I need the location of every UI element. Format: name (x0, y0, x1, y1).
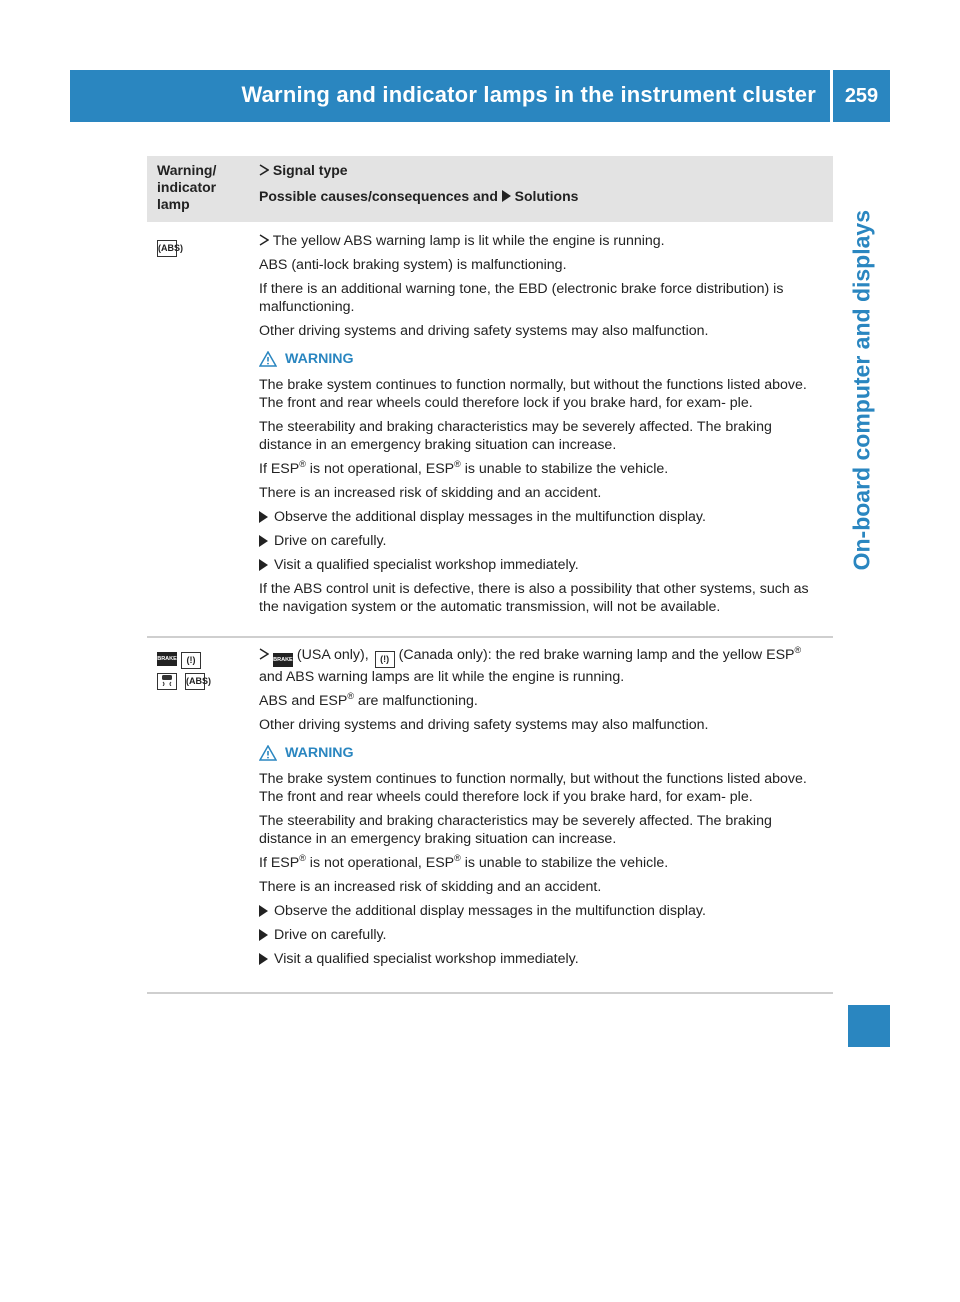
brake-warning-icon: BRAKE (157, 652, 177, 666)
page-number: 259 (833, 70, 890, 122)
table-bottom-rule (147, 992, 833, 994)
table-header (147, 156, 833, 222)
warning-text: The steerability and braking characteristics may be severely affected. The braking distance in an emergency braking situation can increase. (259, 419, 772, 453)
side-tab-label: On-board computer and displays (848, 210, 874, 571)
warning-label: WARNING (285, 745, 354, 761)
registered-mark: ® (794, 645, 802, 655)
text-span: is unable to stabilize the vehicle. (460, 855, 669, 871)
solutions-label: Solutions (514, 188, 579, 204)
text-span: If ESP (259, 461, 300, 477)
causes-label: Possible causes/consequences and (259, 188, 498, 204)
canada-inline-icon: (!) (375, 651, 395, 668)
signal-type-icon (259, 648, 269, 660)
warning-heading (259, 744, 825, 762)
step-text: Visit a qualified specialist workshop immediately. (274, 951, 579, 967)
signal-type-icon (259, 234, 269, 246)
text-span: is not operational, ESP (305, 855, 455, 871)
warning-text: The brake system continues to function normally, but without the functions listed above. The front and rear wheels could therefore lock if you brake hard, for exam- ple. (259, 377, 807, 411)
registered-mark: ® (454, 459, 461, 469)
signal-description: The yellow ABS warning lamp is lit while the engine is running. (272, 233, 665, 249)
cause-text: Other driving systems and driving safety systems may also malfunction. (259, 717, 709, 733)
step-arrow-icon (259, 559, 268, 571)
cause-text (259, 692, 825, 710)
text-span: If ESP (259, 855, 300, 871)
abs-warning-icon: (ABS) (185, 673, 205, 690)
warning-text: There is an increased risk of skidding and an accident. (259, 879, 602, 895)
step-arrow-icon (259, 953, 268, 965)
step-arrow-icon (259, 535, 268, 547)
warning-heading (259, 350, 825, 368)
text-span: (USA only), (296, 647, 369, 663)
step-text: Visit a qualified specialist workshop immediately. (274, 557, 579, 573)
warning-text: The brake system continues to function normally, but without the functions listed above. The front and rear wheels could therefore lock if you brake hard, for exam- ple. (259, 771, 807, 805)
lamp-cell (157, 238, 181, 257)
warning-text: The steerability and braking characteristics may be severely affected. The braking distance in an emergency braking situation can increase. (259, 813, 772, 847)
solution-step (259, 950, 825, 968)
text-span: (Canada only): the red brake warning lamp and the yellow ESP (398, 647, 795, 663)
brake-inline-icon: BRAKE (273, 653, 293, 667)
solution-step (259, 532, 825, 550)
warning-label: WARNING (285, 351, 354, 367)
step-text: Observe the additional display messages in the multifunction display. (274, 903, 706, 919)
step-text: Drive on carefully. (274, 533, 387, 549)
warning-text (259, 460, 825, 478)
signal-text (259, 646, 825, 686)
solution-step (259, 508, 825, 526)
solution-step (259, 556, 825, 574)
lamp-cell (157, 652, 237, 690)
cause-text: If the ABS control unit is defective, there is also a possibility that other systems, such as the navigation system or the automatic transmission, will not be available. (259, 581, 809, 615)
step-text: Observe the additional display messages in the multifunction display. (274, 509, 706, 525)
cause-text: ABS (anti-lock braking system) is malfunctioning. (259, 257, 567, 273)
skidding-car-icon (160, 674, 174, 686)
text-span: are malfunctioning. (353, 693, 478, 709)
side-tab (833, 210, 890, 710)
signal-text (259, 232, 825, 250)
esp-warning-icon (157, 673, 177, 690)
warning-text: There is an increased risk of skidding and an accident. (259, 485, 602, 501)
text-span: is unable to stabilize the vehicle. (460, 461, 669, 477)
row-divider (147, 636, 833, 638)
warning-text (259, 854, 825, 872)
text-span: and ABS warning lamps are lit while the engine is running. (259, 669, 625, 685)
signal-type-icon (259, 164, 269, 176)
registered-mark: ® (347, 691, 354, 701)
canada-brake-warning-icon: (!) (181, 652, 201, 669)
header-bar (70, 70, 830, 122)
registered-mark: ® (299, 459, 306, 469)
side-tab-marker (848, 1005, 890, 1047)
abs-warning-icon: (ABS) (157, 240, 177, 257)
col-signal-header (259, 162, 578, 204)
row-content (259, 646, 825, 974)
warning-triangle-icon (259, 745, 277, 761)
text-span: is not operational, ESP (305, 461, 455, 477)
registered-mark: ® (454, 853, 461, 863)
warning-triangle-icon (259, 351, 277, 367)
step-arrow-icon (259, 511, 268, 523)
page-title: Warning and indicator lamps in the instrument cluster (241, 82, 816, 107)
step-arrow-icon (259, 929, 268, 941)
step-text: Drive on carefully. (274, 927, 387, 943)
solution-step (259, 902, 825, 920)
row-content (259, 232, 825, 622)
cause-text: If there is an additional warning tone, the EBD (electronic brake force distribution) is malfunctioning. (259, 281, 784, 315)
solutions-arrow-icon (502, 190, 511, 202)
signal-type-label: Signal type (272, 162, 348, 178)
cause-text: Other driving systems and driving safety systems may also malfunction. (259, 323, 709, 339)
text-span: ABS and ESP (259, 693, 348, 709)
registered-mark: ® (299, 853, 306, 863)
col-lamp-header: Warning/ indicator lamp (157, 162, 217, 212)
step-arrow-icon (259, 905, 268, 917)
solution-step (259, 926, 825, 944)
